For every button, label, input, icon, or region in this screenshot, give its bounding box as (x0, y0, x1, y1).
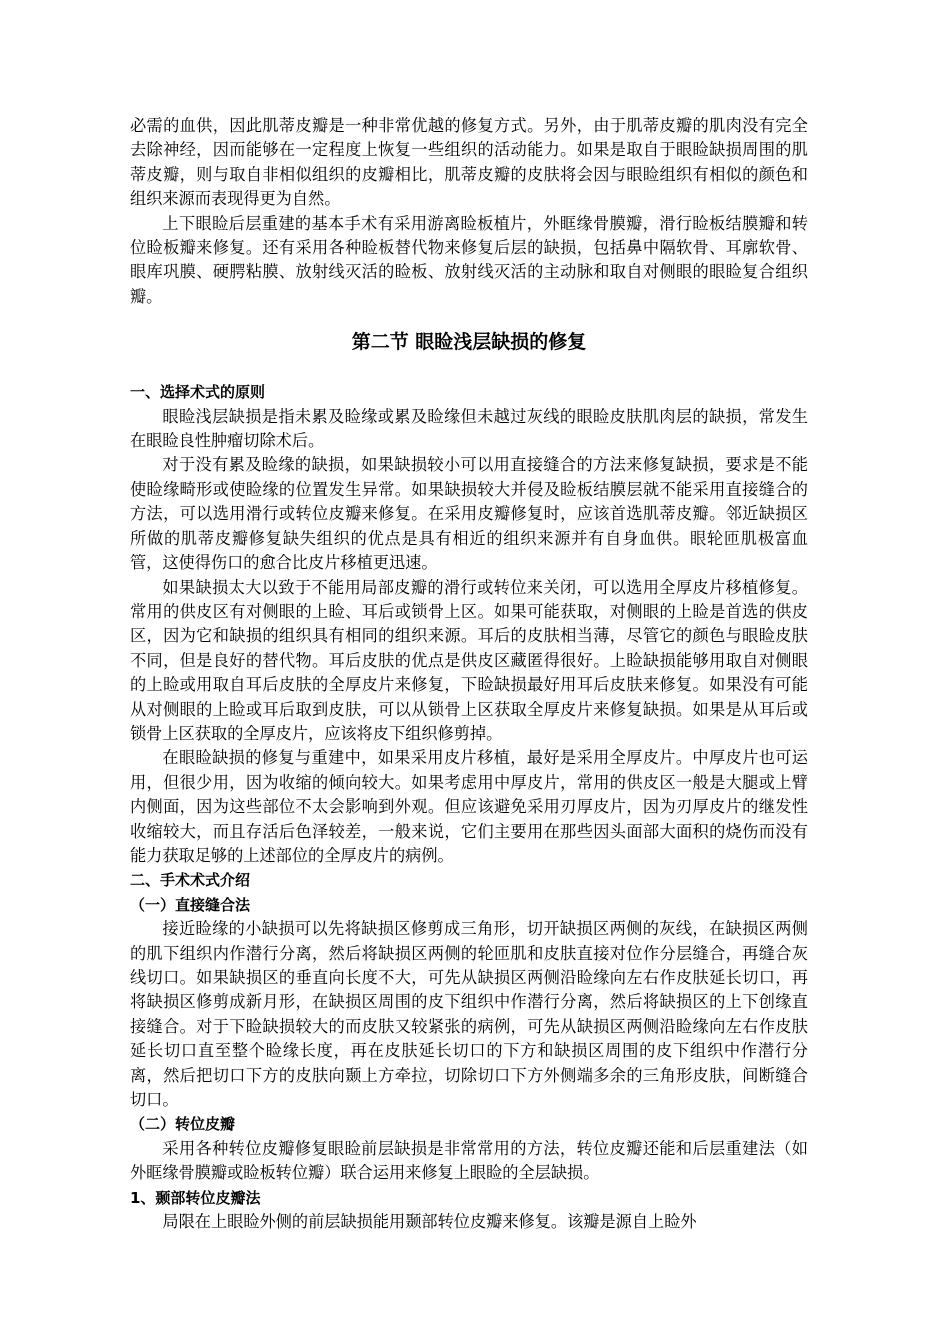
paragraph: 如果缺损太大以致于不能用局部皮瓣的滑行或转位来关闭，可以选用全厚皮片移植修复。常用的供皮区有对侧眼的上睑、耳后或锁骨上区。如果可能获取，对侧眼的上睑是首选的供皮区，因为它和缺损的组织具有相同的组织来源。耳后的皮肤相当薄，尽管它的颜色与眼睑皮肤不同，但是良好的替代物。耳后皮肤的优点是供皮区藏匿得很好。上睑缺损能够用取自对侧眼的上睑或用取自耳后皮肤的全厚皮片来修复，下睑缺损最好用耳后皮肤来修复。如果没有可能从对侧眼的上睑或耳后取到皮肤，可以从锁骨上区获取全厚皮片来修复缺损。如果是从耳后或锁骨上区获取的全厚皮片，应该将皮下组织修剪掉。 (130, 577, 808, 743)
section-title: 第二节 眼睑浅层缺损的修复 (351, 331, 587, 354)
paragraph: 对于没有累及睑缘的缺损，如果缺损较小可以用直接缝合的方法来修复缺损，要求是不能使睑缘畸形或使睑缘的位置发生异常。如果缺损较大并侵及睑板结膜层就不能采用直接缝合的方法，可以选用滑行或转位皮瓣来修复。在采用皮瓣修复时，应该首选肌蒂皮瓣。邻近缺损区所做的肌蒂皮瓣修复缺失组织的优点是具有相近的组织来源并有自身血供。眼轮匝肌极富血管，这使得伤口的愈合比皮片移植更迅速。 (130, 455, 808, 573)
paragraph: 眼睑浅层缺损是指未累及睑缘或累及睑缘但未越过灰线的眼睑皮肤肌肉层的缺损，常发生在眼睑良性肿瘤切除术后。 (130, 406, 808, 451)
document-page (130, 114, 808, 1234)
subheading: （二）转位皮瓣 (130, 1115, 236, 1134)
paragraph: 在眼睑缺损的修复与重建中，如果采用皮片移植，最好是采用全厚皮片。中厚皮片也可运用，但很少用，因为收缩的倾向较大。如果考虑用中厚皮片，常用的供皮区一般是大腿或上臂内侧面，因为这些部位不太会影响到外观。但应该避免采用刃厚皮片，因为刃厚皮片的继发性收缩较大，而且存活后色泽较差，一般来说，它们主要用在那些因头面部大面积的烧伤而没有能力获取足够的上述部位的全厚皮片的病例。 (130, 748, 808, 865)
paragraph: 上下眼睑后层重建的基本手术有采用游离睑板植片，外眶缘骨膜瓣，滑行睑板结膜瓣和转位睑板瓣来修复。还有采用各种睑板替代物来修复后层的缺损，包括鼻中隔软骨、耳廓软骨、眼库巩膜、硬腭粘膜、放射线灭活的睑板、放射线灭活的主动脉和取自对侧眼的眼睑复合组织瓣。 (130, 213, 808, 306)
heading: 一、选择术式的原则 (130, 383, 266, 402)
paragraph: 必需的血供，因此肌蒂皮瓣是一种非常优越的修复方式。另外，由于肌蒂皮瓣的肌肉没有完全去除神经，因而能够在一定程度上恢复一些组织的活动能力。如果是取自于眼睑缺损周围的肌蒂皮瓣，则与取自非相似组织的皮瓣相比，肌蒂皮瓣的皮肤将会因与眼睑组织有相似的颜色和组织来源而表现得更为自然。 (130, 116, 808, 209)
paragraph: 接近睑缘的小缺损可以先将缺损区修剪成三角形，切开缺损区两侧的灰线，在缺损区两侧的肌下组织内作潜行分离，然后将缺损区两侧的轮匝肌和皮肤直接对位作分层缝合，再缝合灰线切口。如果缺损区的垂直向长度不大，可先从缺损区两侧沿睑缘向左右作皮肤延长切口，再将缺损区修剪成新月形，在缺损区周围的皮下组织中作潜行分离，然后将缺损区的上下创缘直接缝合。对于下睑缺损较大的而皮肤又较紧张的病例，可先从缺损区两侧沿睑缘向左右作皮肤延长切口直至整个睑缘长度，再在皮肤延长切口的下方和缺损区周围的皮下组织中作潜行分离，然后把切口下方的皮肤向颞上方牵拉，切除切口下方外侧端多余的三角形皮肤，间断缝合切口。 (130, 919, 808, 1110)
subheading: 1、颞部转位皮瓣法 (130, 1188, 261, 1207)
paragraph: 局限在上眼睑外侧的前层缺损能用颞部转位皮瓣来修复。该瓣是源自上睑外 (162, 1212, 697, 1232)
heading: 二、手术术式介绍 (130, 871, 251, 890)
paragraph: 采用各种转位皮瓣修复眼睑前层缺损是非常常用的方法，转位皮瓣还能和后层重建法（如外眶缘骨膜瓣或睑板转位瓣）联合运用来修复上眼睑的全层缺损。 (130, 1138, 808, 1183)
subheading: （一）直接缝合法 (130, 895, 251, 914)
